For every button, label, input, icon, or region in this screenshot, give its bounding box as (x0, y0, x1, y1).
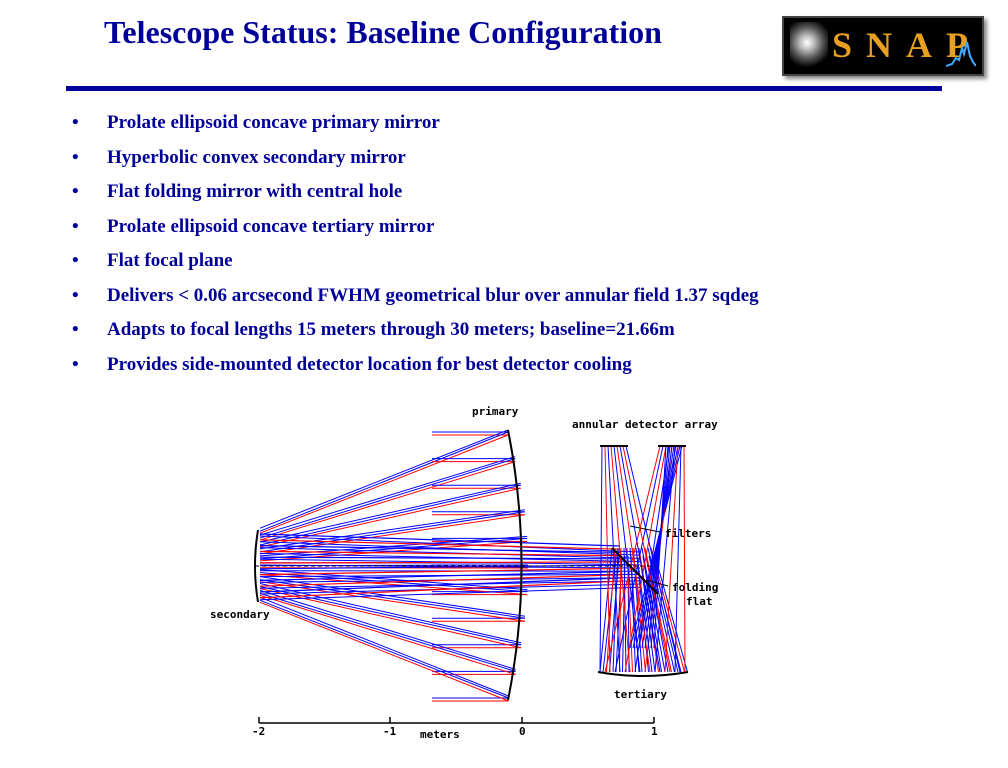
bullet-item: • Adapts to focal lengths 15 meters through 30 meters; baseline=21.66m (72, 315, 759, 350)
bullet-item: • Flat focal plane (72, 246, 759, 281)
label-filters: filters (665, 527, 712, 540)
scale-tick-label: 1 (651, 725, 658, 738)
logo-text: SNAP (832, 25, 983, 65)
bullet-list (72, 108, 759, 384)
bullet-item: • Delivers < 0.06 arcsecond FWHM geometrical blur over annular field 1.37 sqdeg (72, 281, 759, 316)
ray (260, 600, 509, 698)
bullet-item: • Prolate ellipsoid concave tertiary mirror (72, 212, 759, 247)
ray (260, 435, 508, 533)
scale-bar (252, 717, 658, 741)
label-annular-detector-array: annular detector array (572, 418, 718, 431)
ray (260, 462, 515, 540)
label-flat: flat (686, 595, 713, 608)
page-title: Telescope Status: Baseline Configuration (104, 14, 662, 50)
galaxy-image (790, 22, 828, 68)
scale-unit-label: meters (420, 728, 460, 741)
ray (684, 446, 685, 672)
ray (260, 430, 508, 528)
label-folding: folding (672, 581, 719, 594)
title-divider (66, 86, 942, 91)
bullet-item: • Prolate ellipsoid concave primary mirror (72, 108, 759, 143)
optical-ray-diagram (200, 398, 760, 748)
bullet-item: • Hyperbolic convex secondary mirror (72, 143, 759, 178)
ray (260, 590, 516, 669)
snap-logo (782, 16, 984, 76)
label-primary: primary (472, 405, 519, 418)
bullet-item: • Flat folding mirror with central hole (72, 177, 759, 212)
ray (260, 562, 620, 563)
bullet-item: • Provides side-mounted detector location for best detector cooling (72, 350, 759, 385)
spectrum-icon (946, 38, 976, 68)
tertiary-mirror (598, 672, 688, 676)
scale-tick-label: -1 (383, 725, 397, 738)
label-secondary: secondary (210, 608, 270, 621)
ray (260, 557, 620, 559)
scale-tick-label: 0 (519, 725, 526, 738)
scale-tick-label: -2 (252, 725, 266, 738)
label-tertiary: tertiary (614, 688, 667, 701)
ray (260, 457, 515, 535)
